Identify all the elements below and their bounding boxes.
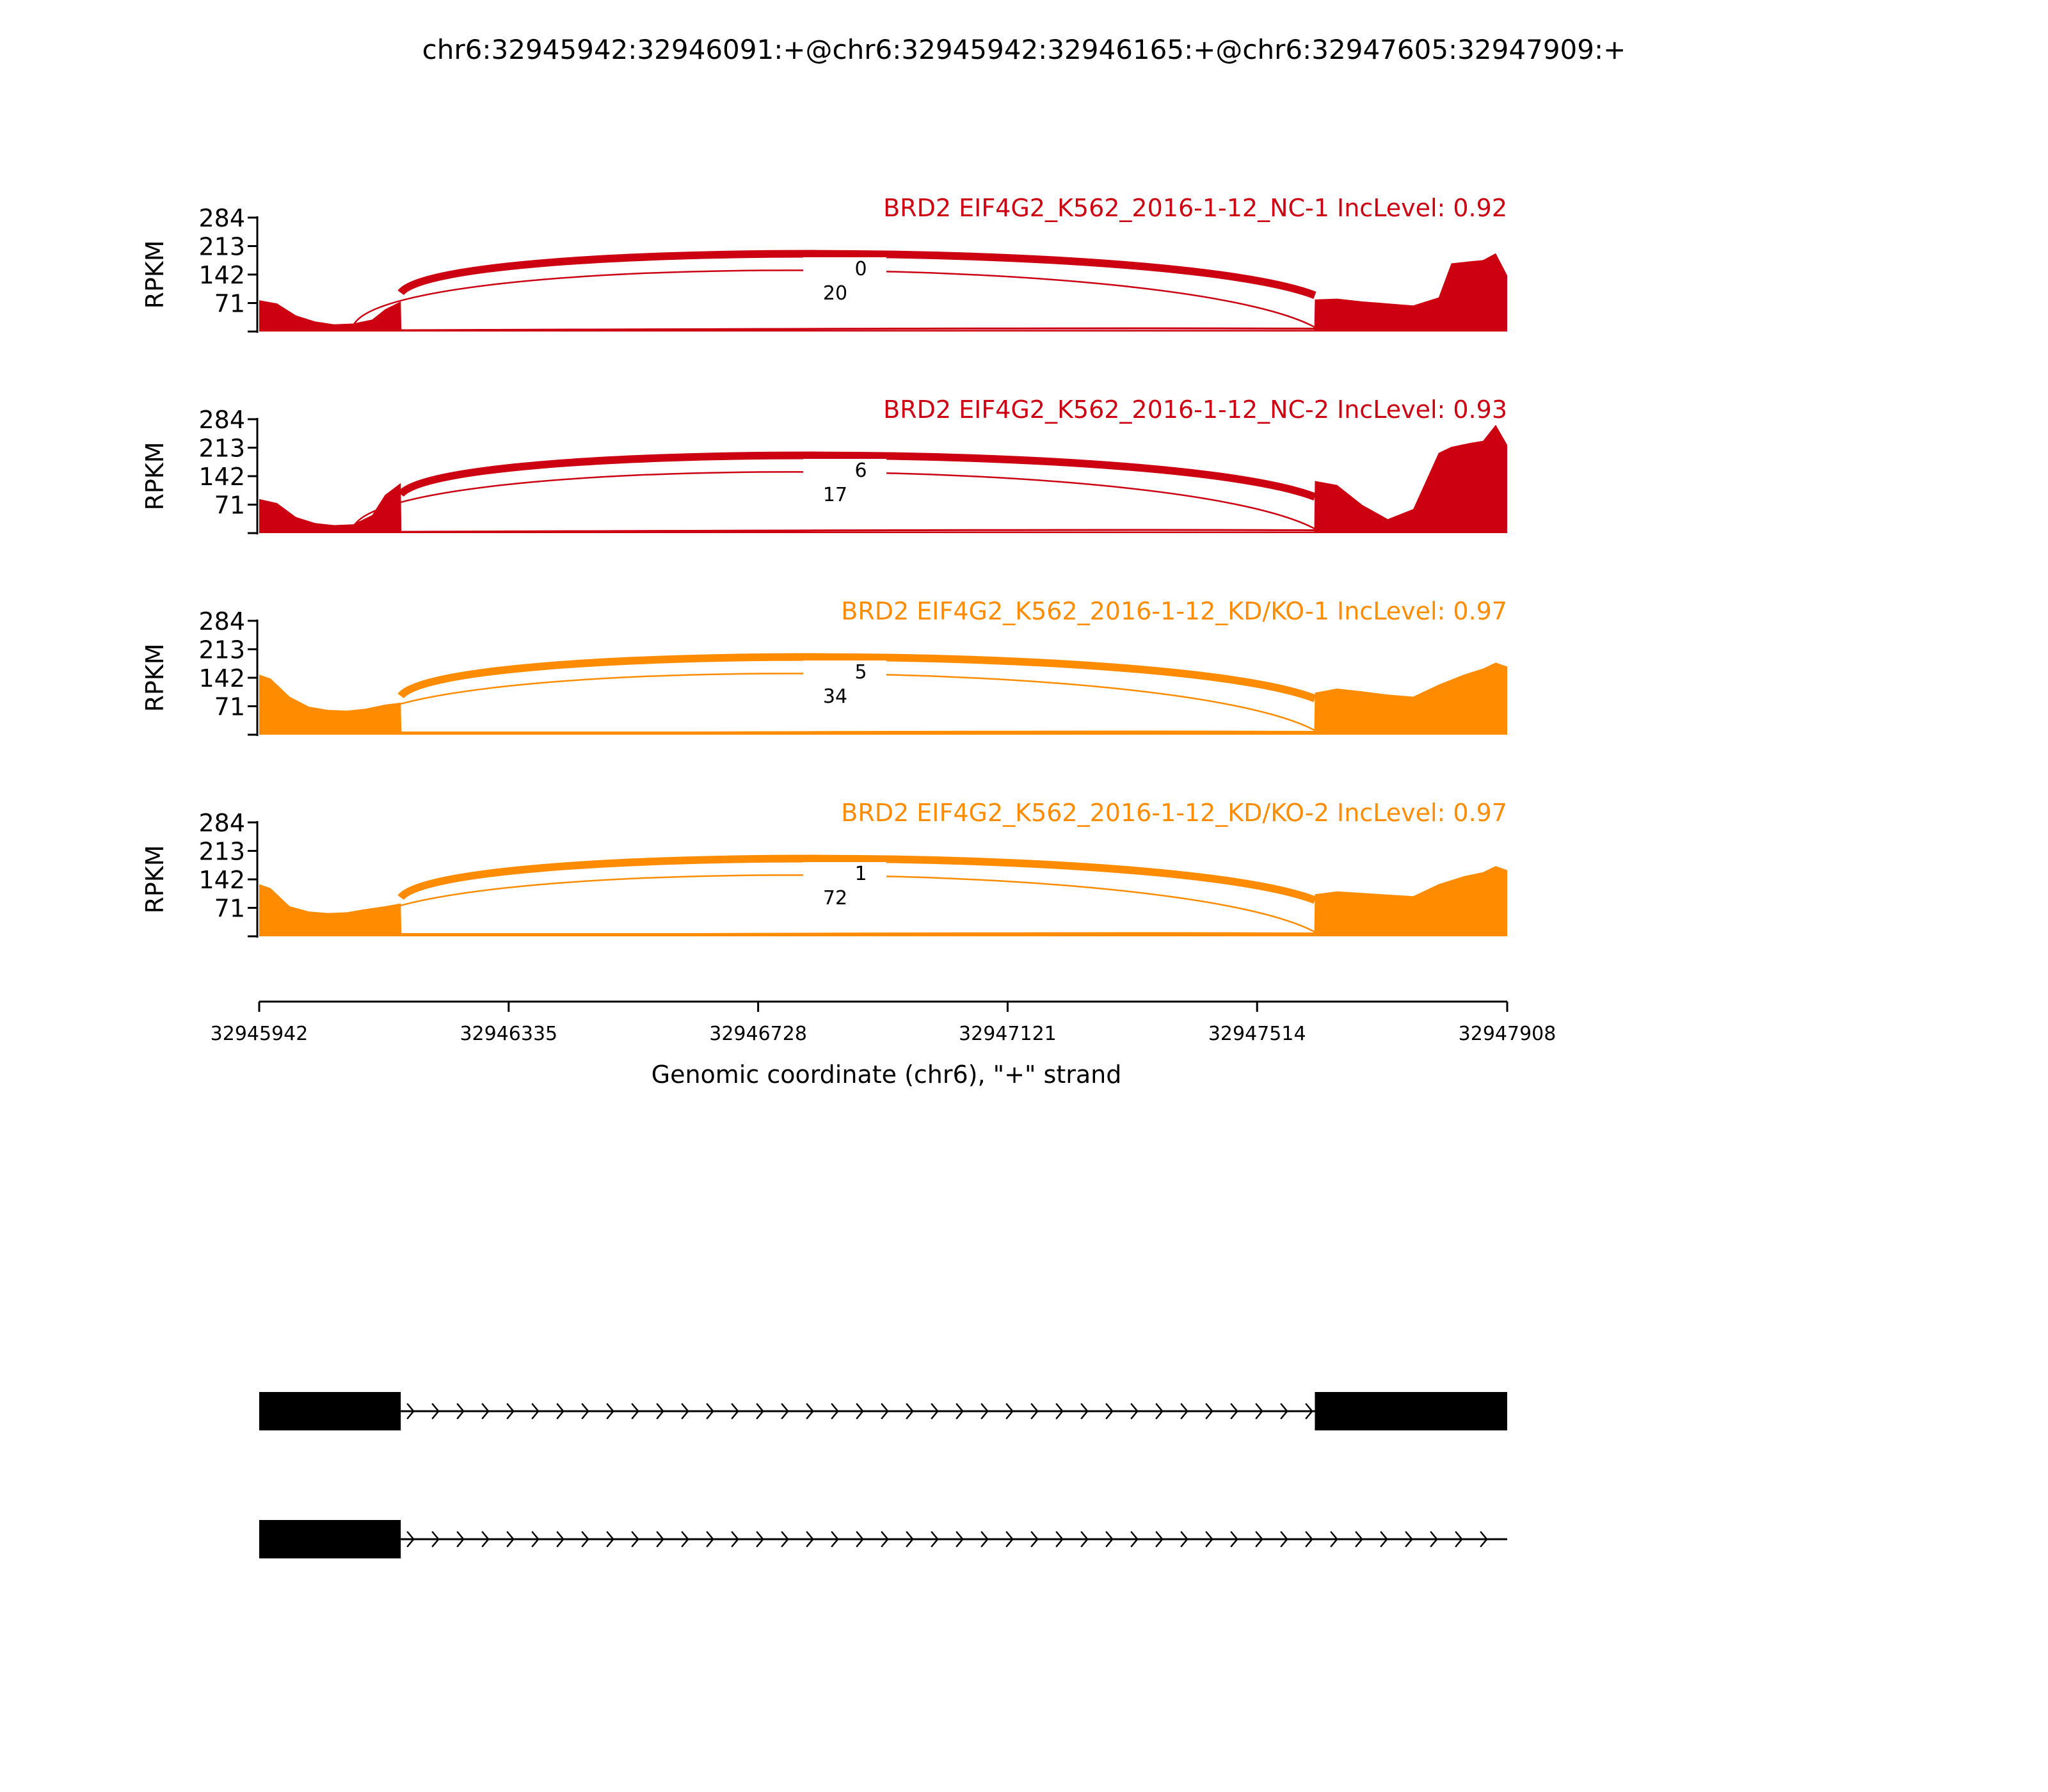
y-tick-label: 213 <box>198 837 245 866</box>
y-tick-label: 71 <box>214 894 245 923</box>
junction-count-inclusion: 0 <box>854 258 867 280</box>
y-tick-label: 71 <box>214 289 245 318</box>
y-tick-label: 213 <box>198 636 245 664</box>
x-tick-label: 32946728 <box>709 1023 807 1045</box>
y-tick-label: 284 <box>198 809 245 837</box>
x-tick-label: 32947514 <box>1208 1023 1306 1045</box>
panel-label: BRD2 EIF4G2_K562_2016-1-12_NC-2 IncLevel: 0.93 <box>883 396 1507 424</box>
coverage-panel-3 <box>141 597 1507 736</box>
junction-label-box <box>803 459 886 481</box>
junction-count-inclusion: 6 <box>854 460 867 482</box>
y-axis-label: RPKM <box>141 442 169 511</box>
junction-count-skipping: 34 <box>822 685 848 708</box>
junction-count-inclusion: 1 <box>854 863 867 885</box>
junction-label-box <box>803 660 886 682</box>
junction-count-skipping: 17 <box>822 484 848 506</box>
junction-label-box <box>803 257 886 279</box>
coverage-panels <box>141 194 1507 938</box>
chart-title: chr6:32945942:32946091:+@chr6:32945942:32946165:+@chr6:32947605:32947909:+ <box>422 34 1626 65</box>
x-axis-label: Genomic coordinate (chr6), "+" strand <box>651 1060 1122 1089</box>
y-tick-label: 142 <box>198 261 245 289</box>
x-axis <box>211 1002 1556 1045</box>
junction-count-skipping: 20 <box>822 282 848 305</box>
y-axis-label: RPKM <box>141 643 169 712</box>
coverage-panel-1 <box>141 194 1507 333</box>
y-tick-label: 142 <box>198 664 245 692</box>
y-tick-label: 142 <box>198 463 245 491</box>
x-tick-label: 32947121 <box>959 1023 1057 1045</box>
y-tick-label: 71 <box>214 692 245 721</box>
coverage-panel-2 <box>141 396 1507 534</box>
transcript-models <box>259 1392 1507 1558</box>
junction-label-box <box>803 862 886 884</box>
exon-block <box>1315 1392 1507 1430</box>
y-tick-label: 213 <box>198 232 245 261</box>
y-tick-label: 284 <box>198 406 245 434</box>
transcript-inclusion-isoform <box>259 1392 1507 1430</box>
x-tick-label: 32947908 <box>1458 1023 1556 1045</box>
panel-label: BRD2 EIF4G2_K562_2016-1-12_KD/KO-1 IncLevel: 0.97 <box>841 597 1507 625</box>
y-tick-label: 142 <box>198 866 245 894</box>
exon-block <box>259 1520 401 1558</box>
coverage-panel-4 <box>141 799 1507 938</box>
y-tick-label: 71 <box>214 491 245 520</box>
x-tick-label: 32945942 <box>210 1023 308 1045</box>
y-tick-label: 284 <box>198 607 245 636</box>
y-axis-label: RPKM <box>141 845 169 914</box>
panel-label: BRD2 EIF4G2_K562_2016-1-12_KD/KO-2 IncLevel: 0.97 <box>841 799 1507 827</box>
panel-label: BRD2 EIF4G2_K562_2016-1-12_NC-1 IncLevel: 0.92 <box>883 194 1507 222</box>
y-tick-label: 213 <box>198 434 245 463</box>
junction-count-skipping: 72 <box>822 887 848 909</box>
y-tick-label: 284 <box>198 204 245 232</box>
x-tick-label: 32946335 <box>460 1023 558 1045</box>
y-axis-label: RPKM <box>141 240 169 309</box>
transcript-exclusion-isoform <box>259 1520 1507 1558</box>
junction-count-inclusion: 5 <box>854 661 867 684</box>
exon-block <box>259 1392 401 1430</box>
